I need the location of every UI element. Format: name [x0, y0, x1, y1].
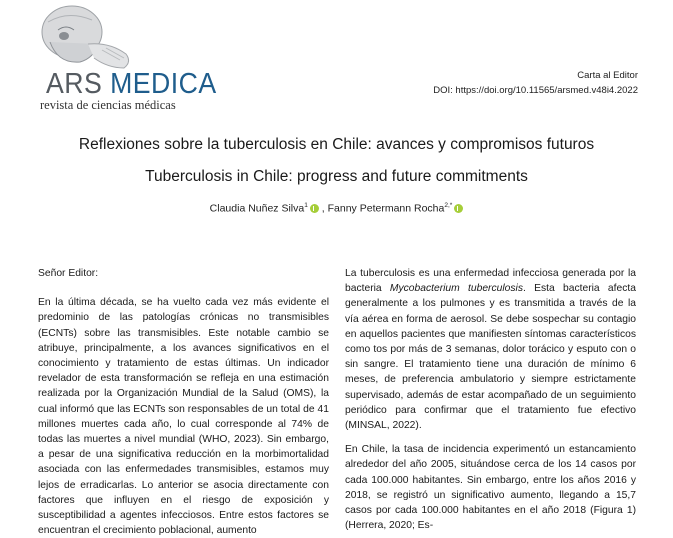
paragraph-text: . Esta bacteria afecta generalmente a los pulmones y es transmitida a través de la vía aérea en forma de aerosol. Se debe sospechar su contagio en aquellos pacientes que manifiesten síntomas característicos como tos por más de 3 semanas, dolor torácico y esputo con o sin sangre. El tratamiento tiene una duración de mínimo 6 meses, de preferencia ambulatorio y siempre estrictamente supervisado, además de estar acompañado de un seguimiento periódico para confirmar que el tratamiento fue efectivo (MINSAL, 2022).	[345, 283, 636, 432]
anatomical-skull-illustration	[28, 2, 148, 74]
paragraph: En Chile, la tasa de incidencia experimentó un estancamiento alrededor del año 2005, situándose cerca de los 14 casos por cada 100.000 habitantes. Sin embargo, entre los años 2016 y 2018, se registró un significativo aumento, llegando a 15,7 casos por cada 100.000 habitantes en el año 2018 (Figura 1) (Herrera, 2020; Es-	[345, 444, 636, 532]
orcid-icon[interactable]	[310, 204, 319, 213]
left-column	[38, 266, 329, 538]
author-list	[0, 202, 673, 215]
author-separator: ,	[318, 202, 328, 215]
journal-name-ars: ARS	[46, 68, 111, 100]
article-title-spanish: Reflexiones sobre la tuberculosis en Chile: avances y compromisos futuros	[78, 136, 595, 153]
journal-name	[46, 68, 217, 101]
article-meta	[433, 68, 638, 98]
article-type: Carta al Editor	[577, 70, 638, 81]
author-name-1: Claudia Nuñez Silva	[209, 202, 305, 215]
paragraph	[345, 266, 636, 433]
species-name: Mycobacterium tuberculosis	[389, 283, 523, 295]
right-column	[345, 266, 636, 533]
salutation: Señor Editor:	[38, 268, 99, 279]
doi-link[interactable]: DOI: https://doi.org/10.11565/arsmed.v48i4.2022	[433, 85, 638, 96]
author-affiliation-2: 2,*	[444, 202, 453, 209]
journal-name-medica: MEDICA	[110, 68, 217, 100]
paragraph: En la última década, se ha vuelto cada vez más evidente el predominio de las patologías crónicas no transmisibles (ECNTs) sobre las transmisibles. Este notable cambio se atribuye, principalmente, a los avances significativos en el conocimiento y tratamiento de estas últimas. Un indicador revelador de esta transformación se refleja en una estimación realizada por la Organización Mundial de la Salud (OMS), la cual informó que las ECNTs son responsables de un total de 41 millones muertes cada año, lo cual corresponde al 74% de todas las muertes a nivel mundial (WHO, 2023). Sin embargo, a pesar de una significativa reducción en la morbimortalidad asociada con las enfermedades transmisibles, estamos muy lejos de erradicarlas. Lo anterior se asocia directamente con factores que influyen en el riesgo de exposición y susceptibilidad a agentes infecciosos. Entre estos factores se encuentran el crecimiento poblacional, aumento	[38, 297, 329, 537]
orcid-icon[interactable]	[454, 204, 463, 213]
journal-subtitle: revista de ciencias médicas	[40, 98, 176, 112]
author-name-2: Fanny Petermann Rocha	[327, 202, 445, 215]
journal-logo	[22, 2, 217, 114]
paragraph-text: La tuberculosis es una enfermedad infecciosa generada por la bacteria	[345, 268, 636, 295]
author-affiliation-1: 1	[304, 202, 308, 209]
article-title-english: Tuberculosis in Chile: progress and future commitments	[145, 168, 528, 185]
